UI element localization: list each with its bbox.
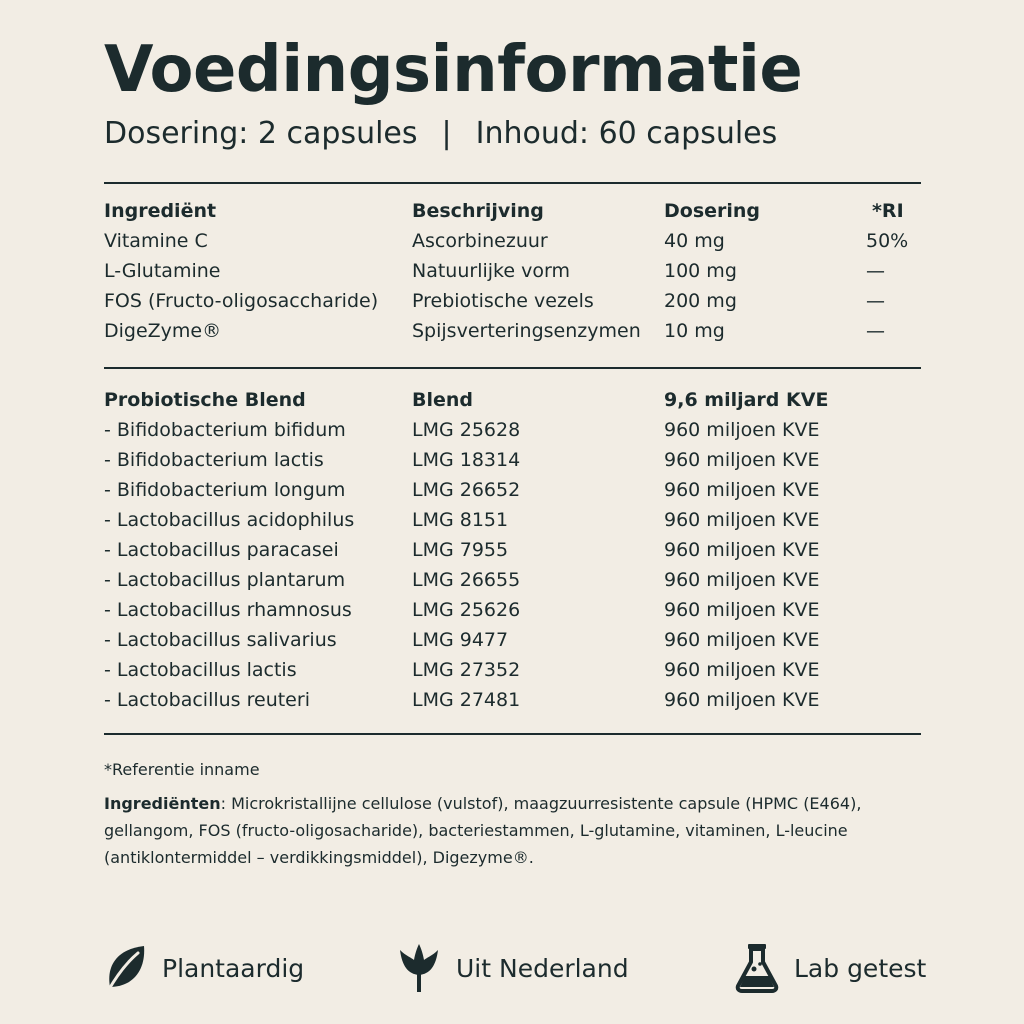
cell-dosage: 10 mg [664, 320, 725, 342]
table-row [104, 475, 921, 505]
header-blend: Blend [412, 389, 474, 411]
divider-top [104, 182, 921, 184]
header-ri: *RI [872, 200, 904, 222]
cell-description: Spijsverteringsenzymen [412, 320, 641, 342]
reference-footnote: *Referentie inname [104, 760, 260, 779]
leaf-icon [104, 943, 148, 993]
content-text: Inhoud: 60 capsules [475, 116, 778, 151]
cell-description: Prebiotische vezels [412, 290, 594, 312]
cell-lmg: LMG 25626 [412, 599, 521, 621]
cell-dosage: 200 mg [664, 290, 737, 312]
table-row [104, 655, 921, 685]
lab-flask-icon [734, 942, 780, 994]
cell-ingredient: FOS (Fructo-oligosaccharide) [104, 290, 379, 312]
cell-kve: 960 miljoen KVE [664, 569, 820, 591]
cell-ingredient: L-Glutamine [104, 260, 221, 282]
cell-kve: 960 miljoen KVE [664, 629, 820, 651]
cell-strain: - Lactobacillus rhamnosus [104, 599, 352, 621]
subtitle [104, 112, 777, 156]
cell-ri: — [866, 260, 885, 282]
cell-lmg: LMG 25628 [412, 419, 521, 441]
cell-lmg: LMG 26652 [412, 479, 521, 501]
table-row [104, 625, 921, 655]
cell-lmg: LMG 7955 [412, 539, 509, 561]
cell-lmg: LMG 8151 [412, 509, 509, 531]
cell-description: Ascorbinezuur [412, 230, 548, 252]
cell-strain: - Lactobacillus acidophilus [104, 509, 355, 531]
tulip-icon [396, 942, 442, 994]
page-title: Voedingsinformatie [104, 33, 803, 107]
table-row [104, 415, 921, 445]
cell-kve: 960 miljoen KVE [664, 689, 820, 711]
badge-netherlands [396, 942, 629, 994]
badge-label: Lab getest [794, 953, 927, 983]
cell-strain: - Bifidobacterium lactis [104, 449, 324, 471]
cell-kve: 960 miljoen KVE [664, 659, 820, 681]
cell-ri: 50% [866, 230, 909, 252]
table-row [104, 595, 921, 625]
ingredients-paragraph [104, 790, 914, 871]
cell-strain: - Lactobacillus plantarum [104, 569, 346, 591]
cell-kve: 960 miljoen KVE [664, 539, 820, 561]
cell-lmg: LMG 9477 [412, 629, 509, 651]
cell-strain: - Lactobacillus paracasei [104, 539, 339, 561]
badge-plant-based [104, 942, 304, 994]
cell-lmg: LMG 27352 [412, 659, 521, 681]
header-ingredient: Ingrediënt [104, 200, 217, 222]
cell-strain: - Bifidobacterium longum [104, 479, 346, 501]
divider-bottom [104, 733, 921, 735]
cell-strain: - Lactobacillus reuteri [104, 689, 310, 711]
badge-lab-tested [734, 942, 926, 994]
cell-lmg: LMG 27481 [412, 689, 521, 711]
cell-kve: 960 miljoen KVE [664, 449, 820, 471]
table-row [104, 565, 921, 595]
cell-lmg: LMG 18314 [412, 449, 521, 471]
cell-strain: - Lactobacillus salivarius [104, 629, 337, 651]
table-row [104, 286, 921, 316]
cell-kve: 960 miljoen KVE [664, 599, 820, 621]
cell-ri: — [866, 290, 885, 312]
divider-middle [104, 367, 921, 369]
table-row [104, 445, 921, 475]
cell-ri: — [866, 320, 885, 342]
probiotic-header-row [104, 385, 921, 415]
header-description: Beschrijving [412, 200, 544, 222]
cell-strain: - Lactobacillus lactis [104, 659, 297, 681]
cell-dosage: 40 mg [664, 230, 725, 252]
cell-dosage: 100 mg [664, 260, 737, 282]
ingredients-text: : Microkristallijne cellulose (vulstof), maagzuurresistente capsule (HPMC (E464), gellangom, FOS (fructo-oligosacharide), bacteriestammen, L-glutamine, vitaminen, L-leucine (antiklontermiddel – verdikkingsmiddel), Digezyme®. [104, 794, 862, 867]
cell-description: Natuurlijke vorm [412, 260, 570, 282]
cell-kve: 960 miljoen KVE [664, 479, 820, 501]
cell-ingredient: Vitamine C [104, 230, 208, 252]
cell-lmg: LMG 26655 [412, 569, 521, 591]
header-probiotic-blend: Probiotische Blend [104, 389, 306, 411]
dosage-text: Dosering: 2 capsules [104, 116, 418, 151]
header-total-kve: 9,6 miljard KVE [664, 389, 829, 411]
cell-kve: 960 miljoen KVE [664, 509, 820, 531]
ingredients-label: Ingrediënten [104, 794, 221, 813]
table-row [104, 256, 921, 286]
table-row [104, 226, 921, 256]
cell-ingredient: DigeZyme® [104, 320, 222, 342]
cell-kve: 960 miljoen KVE [664, 419, 820, 441]
probiotic-table [104, 385, 921, 715]
badge-label: Uit Nederland [456, 953, 629, 983]
cell-strain: - Bifidobacterium bifidum [104, 419, 346, 441]
separator: | [441, 116, 452, 151]
nutrition-table [104, 196, 921, 346]
header-dosage: Dosering [664, 200, 761, 222]
table-row [104, 535, 921, 565]
table-row [104, 685, 921, 715]
badge-label: Plantaardig [162, 953, 305, 983]
table-row [104, 316, 921, 346]
table-header-row [104, 196, 921, 226]
table-row [104, 505, 921, 535]
